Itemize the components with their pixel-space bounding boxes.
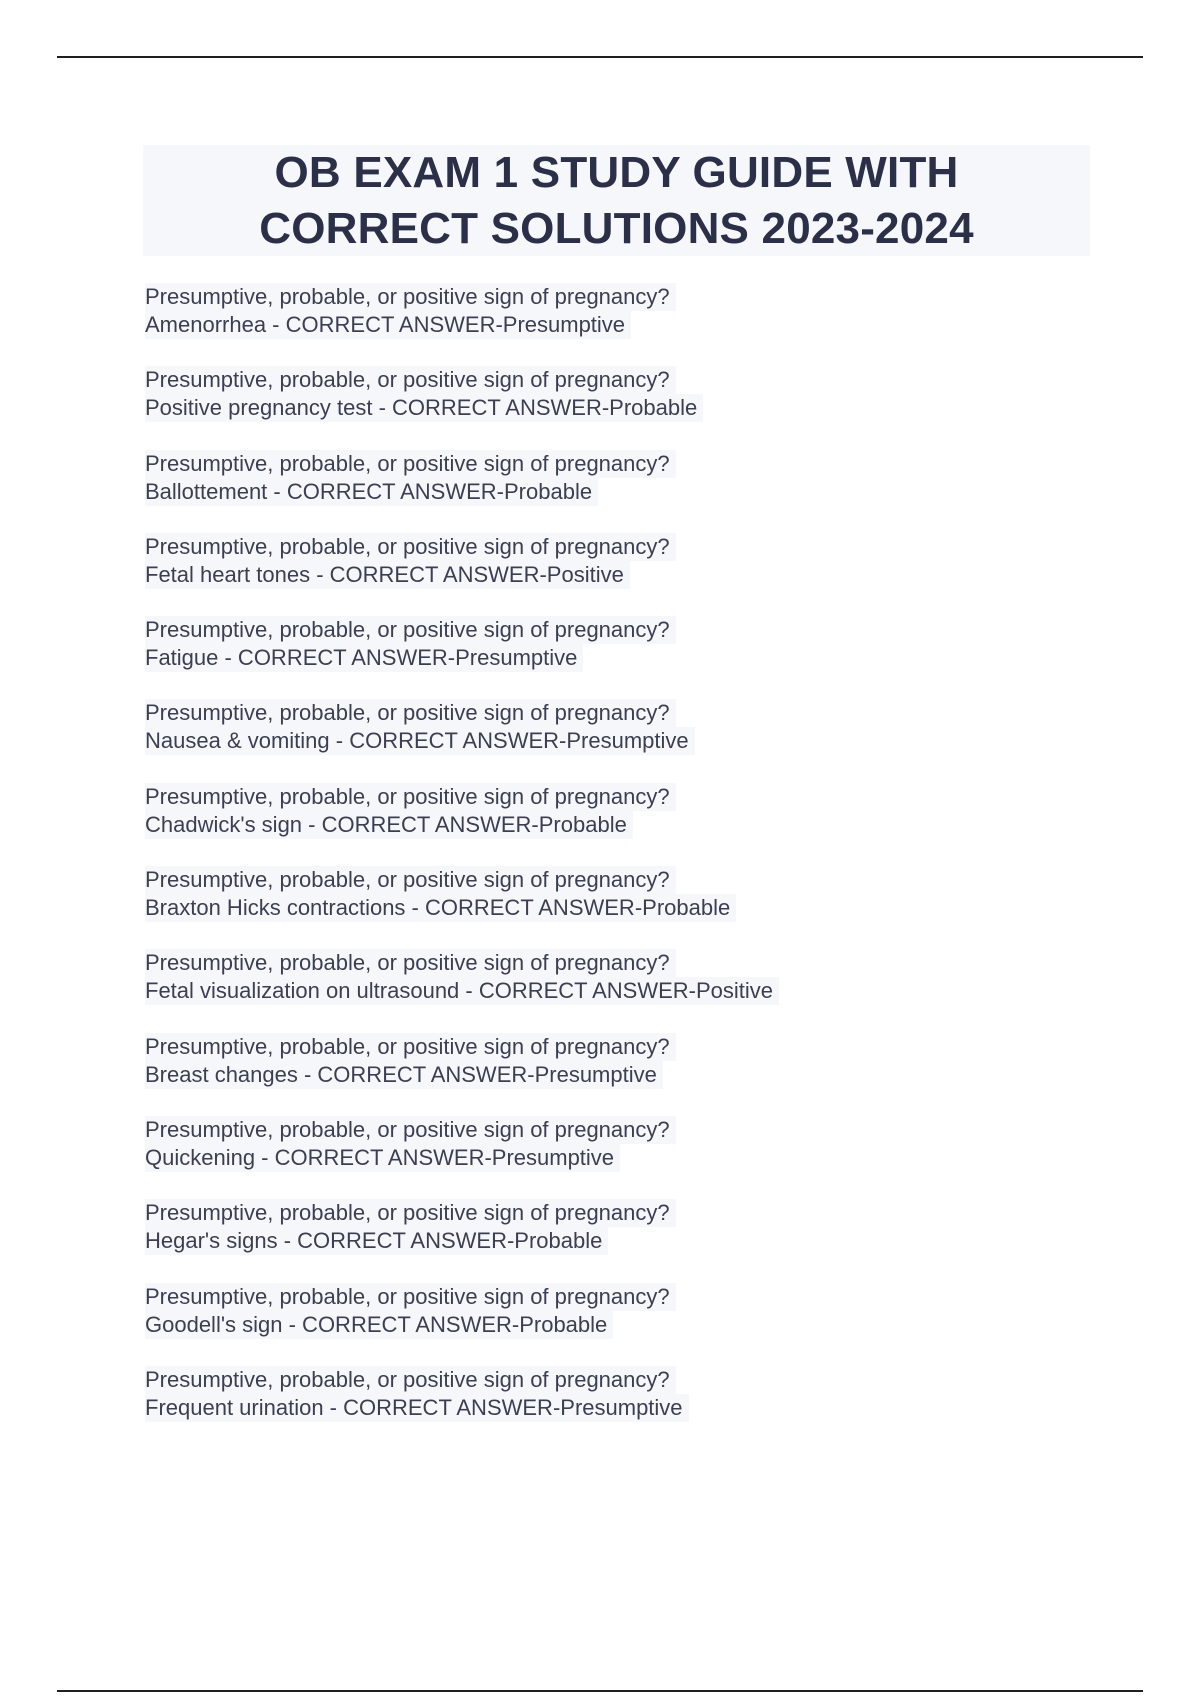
qa-answer: Amenorrhea - CORRECT ANSWER-Presumptive — [145, 311, 631, 339]
qa-answer: Positive pregnancy test - CORRECT ANSWER-Probable — [145, 394, 703, 422]
qa-answer: Frequent urination - CORRECT ANSWER-Presumptive — [145, 1394, 689, 1422]
qa-question: Presumptive, probable, or positive sign of pregnancy? — [145, 866, 676, 894]
qa-answer: Goodell's sign - CORRECT ANSWER-Probable — [145, 1311, 613, 1339]
page-title — [259, 145, 974, 257]
qa-question: Presumptive, probable, or positive sign of pregnancy? — [145, 1033, 676, 1061]
bottom-divider — [57, 1690, 1143, 1692]
qa-answer: Chadwick's sign - CORRECT ANSWER-Probable — [145, 811, 633, 839]
qa-answer: Hegar's signs - CORRECT ANSWER-Probable — [145, 1227, 608, 1255]
qa-question: Presumptive, probable, or positive sign of pregnancy? — [145, 699, 676, 727]
qa-question: Presumptive, probable, or positive sign of pregnancy? — [145, 283, 676, 311]
qa-question: Presumptive, probable, or positive sign of pregnancy? — [145, 1283, 676, 1311]
top-divider — [57, 56, 1143, 58]
qa-answer: Braxton Hicks contractions - CORRECT ANSWER-Probable — [145, 894, 736, 922]
qa-question: Presumptive, probable, or positive sign of pregnancy? — [145, 616, 676, 644]
page-title-line-1: OB EXAM 1 STUDY GUIDE WITH — [274, 147, 959, 197]
qa-item — [145, 1033, 1045, 1116]
qa-item — [145, 699, 1045, 782]
qa-answer: Quickening - CORRECT ANSWER-Presumptive — [145, 1144, 620, 1172]
qa-question: Presumptive, probable, or positive sign of pregnancy? — [145, 1116, 676, 1144]
qa-item — [145, 1366, 1045, 1449]
qa-item — [145, 949, 1045, 1032]
qa-item — [145, 1283, 1045, 1366]
qa-item — [145, 450, 1045, 533]
qa-answer: Ballottement - CORRECT ANSWER-Probable — [145, 478, 598, 506]
page-title-line-2: CORRECT SOLUTIONS 2023-2024 — [259, 203, 974, 253]
qa-item — [145, 533, 1045, 616]
qa-item — [145, 1116, 1045, 1199]
qa-question: Presumptive, probable, or positive sign of pregnancy? — [145, 783, 676, 811]
qa-question: Presumptive, probable, or positive sign of pregnancy? — [145, 949, 676, 977]
qa-question: Presumptive, probable, or positive sign of pregnancy? — [145, 1199, 676, 1227]
qa-answer: Fatigue - CORRECT ANSWER-Presumptive — [145, 644, 583, 672]
qa-item — [145, 616, 1045, 699]
qa-answer: Fetal heart tones - CORRECT ANSWER-Positive — [145, 561, 630, 589]
qa-answer: Breast changes - CORRECT ANSWER-Presumptive — [145, 1061, 663, 1089]
qa-list — [145, 283, 1045, 1449]
qa-question: Presumptive, probable, or positive sign of pregnancy? — [145, 450, 676, 478]
qa-item — [145, 866, 1045, 949]
qa-question: Presumptive, probable, or positive sign of pregnancy? — [145, 533, 676, 561]
qa-item — [145, 283, 1045, 366]
qa-item — [145, 366, 1045, 449]
qa-item — [145, 1199, 1045, 1282]
qa-question: Presumptive, probable, or positive sign of pregnancy? — [145, 1366, 676, 1394]
qa-item — [145, 783, 1045, 866]
qa-question: Presumptive, probable, or positive sign of pregnancy? — [145, 366, 676, 394]
title-block — [143, 145, 1090, 256]
qa-answer: Fetal visualization on ultrasound - CORRECT ANSWER-Positive — [145, 977, 779, 1005]
qa-answer: Nausea & vomiting - CORRECT ANSWER-Presumptive — [145, 727, 695, 755]
